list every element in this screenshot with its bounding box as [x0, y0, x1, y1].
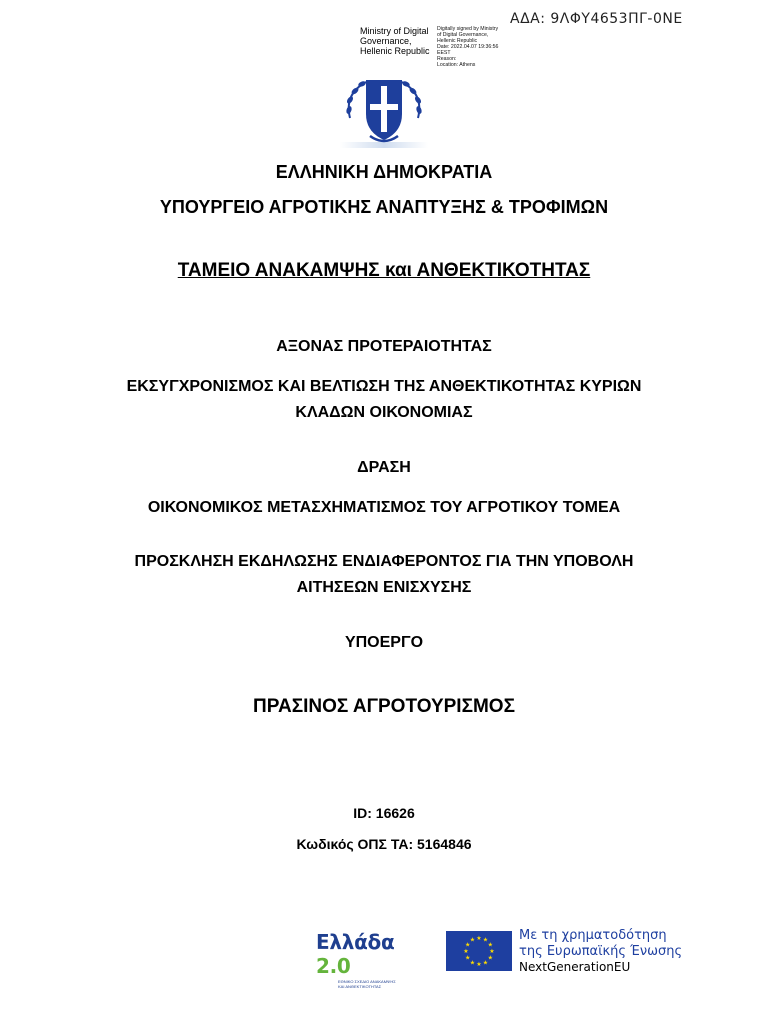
fund-heading: ΤΑΜΕΙΟ ΑΝΑΚΑΜΨΗΣ και ΑΝΘΕΚΤΙΚΟΤΗΤΑΣ [177, 260, 591, 281]
eu-star-icon: ★ [487, 942, 493, 949]
eu-star-icon: ★ [482, 960, 489, 967]
greece-2-0-logo: Ελλάδα 2.0 ΕΘΝΙΚΟ ΣΧΕΔΙΟ ΑΝΑΚΑΜΨΗΣ ΚΑΙ ΑΝΘΕΚΤΙΚΟΤΗΤΑΣ [316, 930, 396, 989]
eu-star-icon: ★ [476, 962, 482, 968]
greek-coat-of-arms-icon [340, 74, 428, 148]
eu-star-icon: ★ [476, 936, 482, 942]
eu-star-icon: ★ [469, 937, 476, 944]
eu-star-icon: ★ [469, 960, 476, 967]
eu-funding-text: Με τη χρηματοδότηση της Ευρωπαϊκής Ένωσης NextGenerationEU [519, 928, 683, 974]
eu-star-icon: ★ [465, 955, 471, 962]
eu-star-icon: ★ [463, 949, 469, 955]
ada-code: ΑΔΑ: 9ΛΦΥ4653ΠΓ-0ΝΕ [510, 11, 683, 27]
call-title: ΠΡΟΣΚΛΗΣΗ ΕΚΔΗΛΩΣΗΣ ΕΝΔΙΑΦΕΡΟΝΤΟΣ ΓΙΑ ΤΗΝ ΥΠΟΒΟΛΗ ΑΙΤΗΣΕΩΝ ΕΝΙΣΧΥΣΗΣ [134, 553, 634, 596]
project-id: ID: 16626 [353, 805, 415, 821]
subproject-label: ΥΠΟΕΡΓΟ [344, 634, 424, 651]
action-value: ΟΙΚΟΝΟΜΙΚΟΣ ΜΕΤΑΣΧΗΜΑΤΙΣΜΟΣ ΤΟΥ ΑΓΡΟΤΙΚΟΥ ΤΟΜΕΑ [147, 499, 621, 516]
subproject-value: ΠΡΑΣΙΝΟΣ ΑΓΡΟΤΟΥΡΙΣΜΟΣ [252, 696, 515, 717]
priority-axis-label: ΑΞΟΝΑΣ ΠΡΟΤΕΡΑΙΟΤΗΤΑΣ [276, 338, 492, 355]
eu-flag-icon [446, 931, 512, 971]
action-label: ΔΡΑΣΗ [357, 459, 411, 476]
eu-star-icon: ★ [482, 937, 489, 944]
priority-axis-value: ΕΚΣΥΓΧΡΟΝΙΣΜΟΣ ΚΑΙ ΒΕΛΤΙΩΣΗ ΤΗΣ ΑΝΘΕΚΤΙΚΟΤΗΤΑΣ ΚΥΡΙΩΝ ΚΛΑΔΩΝ ΟΙΚΟΝΟΜΙΑΣ [126, 378, 642, 421]
ministry-heading: ΥΠΟΥΡΓΕΙΟ ΑΓΡΟΤΙΚΗΣ ΑΝΑΠΤΥΞΗΣ & ΤΡΟΦΙΜΩΝ [159, 197, 609, 217]
signature-organization: Ministry of Digital Governance, Hellenic Republic [360, 26, 430, 56]
signature-details: Digitally signed by Ministry of Digital Governance, Hellenic Republic Date: 2022.04.07 19:36:56 EEST Reason: Location: Athens [437, 26, 499, 68]
eu-star-icon: ★ [487, 955, 493, 962]
republic-heading: ΕΛΛΗΝΙΚΗ ΔΗΜΟΚΡΑΤΙΑ [275, 162, 493, 182]
digital-signature-stamp [360, 26, 498, 68]
eu-star-icon: ★ [489, 949, 495, 955]
eu-star-icon: ★ [465, 942, 471, 949]
ops-code: Κωδικός ΟΠΣ ΤΑ: 5164846 [296, 836, 472, 852]
